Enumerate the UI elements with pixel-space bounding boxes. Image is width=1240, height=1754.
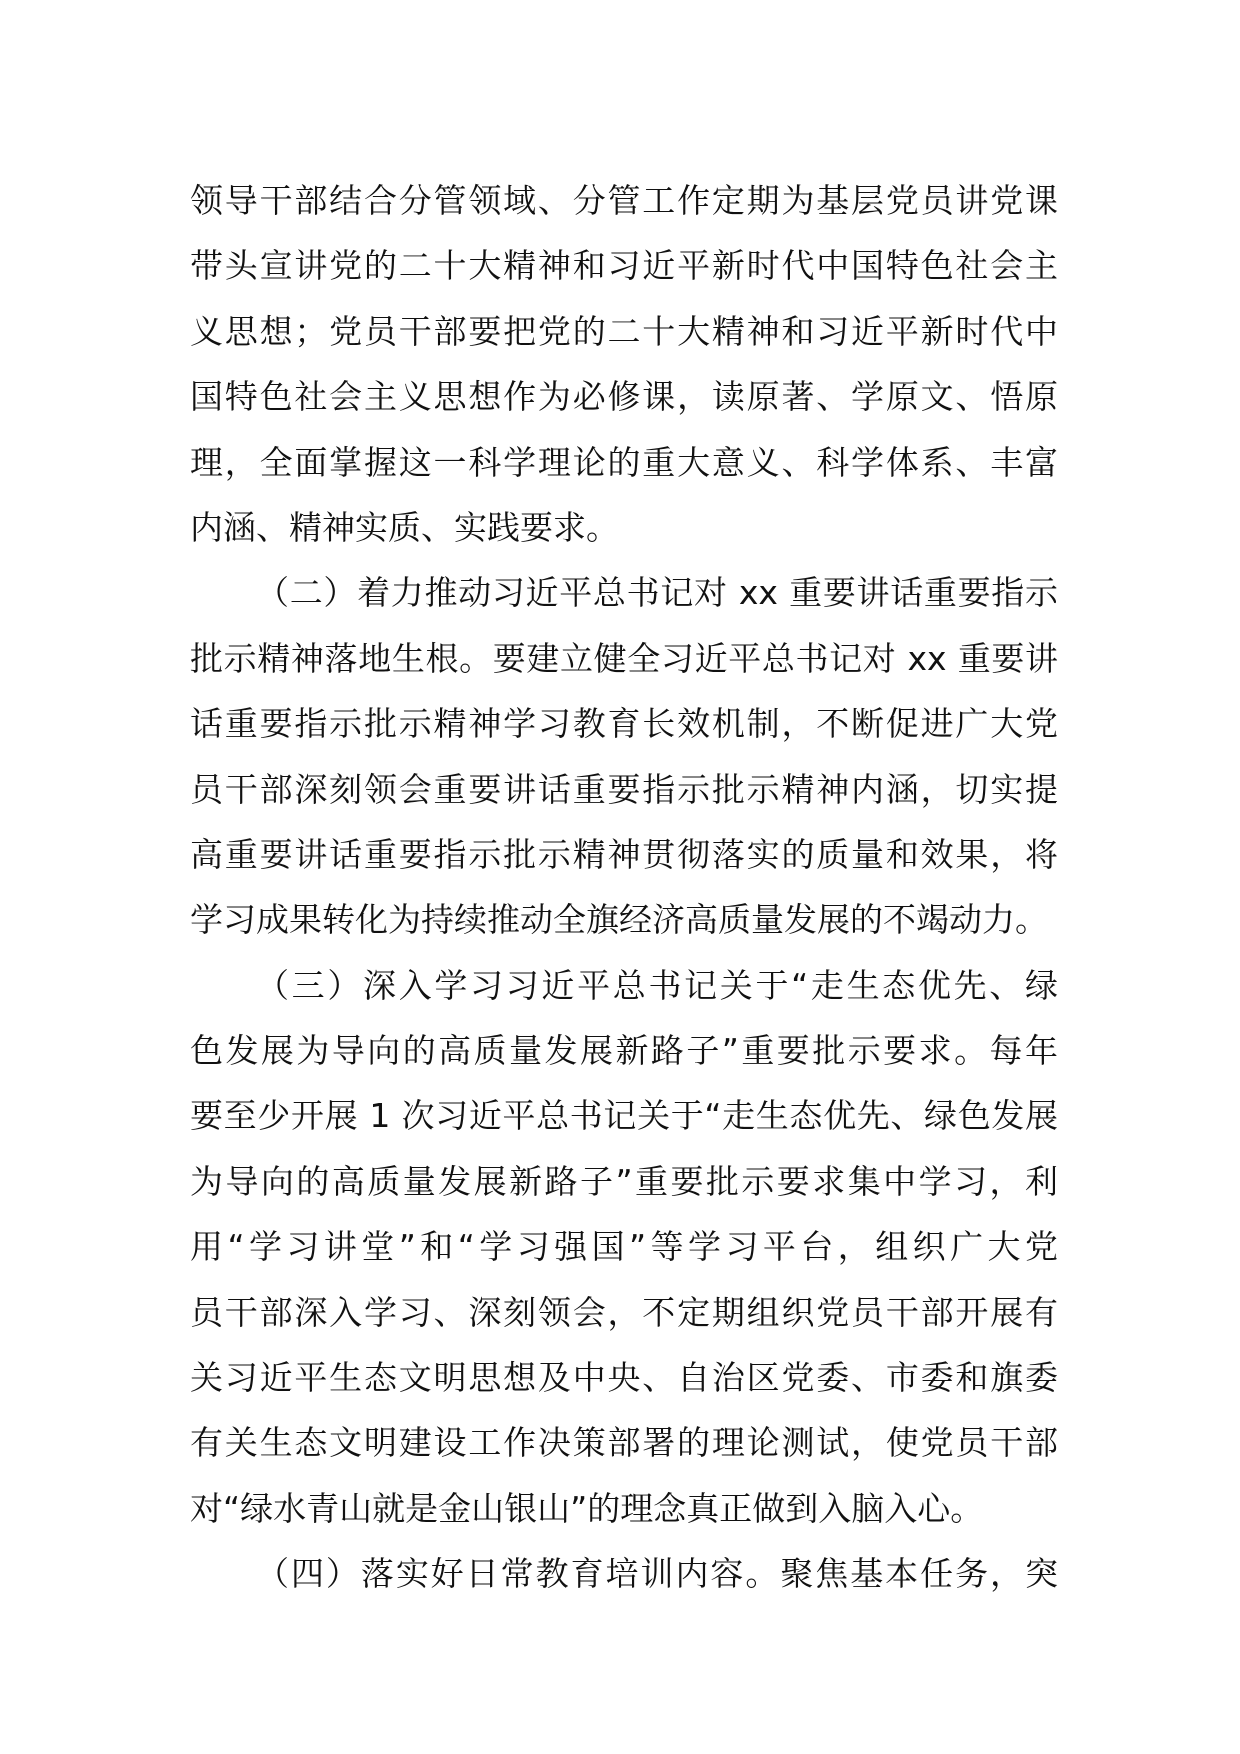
text-line: 学习成果转化为持续推动全旗经济高质量发展的不竭动力。 (190, 900, 1048, 940)
text-line: 色发展为导向的高质量发展新路子”重要批示要求。每年 (190, 1031, 1058, 1071)
text-line: 理，全面掌握这一科学理论的重大意义、科学体系、丰富 (190, 442, 1058, 482)
text-line: 内涵、精神实质、实践要求。 (190, 507, 619, 547)
text-line: 关习近平生态文明思想及中央、自治区党委、市委和旗委 (190, 1358, 1058, 1398)
text-line: 为导向的高质量发展新路子”重要批示要求集中学习，利 (190, 1161, 1058, 1201)
text-line: 用“学习讲堂”和“学习强国”等学习平台，组织广大党 (190, 1227, 1058, 1267)
section-heading-line: （三）深入学习习近平总书记关于“走生态优先、绿 (256, 965, 1058, 1005)
text-line: 员干部深入学习、深刻领会，不定期组织党员干部开展有 (190, 1292, 1058, 1332)
text-line: 话重要指示批示精神学习教育长效机制，不断促进广大党 (190, 704, 1058, 744)
text-line: 对“绿水青山就是金山银山”的理念真正做到入脑入心。 (190, 1488, 984, 1528)
text-line: 批示精神落地生根。要建立健全习近平总书记对 xx 重要讲 (190, 638, 1058, 678)
section-heading-line: （四）落实好日常教育培训内容。聚焦基本任务，突 (256, 1554, 1058, 1594)
text-line: 义思想；党员干部要把党的二十大精神和习近平新时代中 (190, 311, 1058, 351)
text-line: 领导干部结合分管领域、分管工作定期为基层党员讲党课 (190, 181, 1058, 220)
text-line: 高重要讲话重要指示批示精神贯彻落实的质量和效果，将 (190, 834, 1058, 874)
text-line: 有关生态文明建设工作决策部署的理论测试，使党员干部 (190, 1423, 1058, 1463)
section-heading-line: （二）着力推动习近平总书记对 xx 重要讲话重要指示 (256, 573, 1058, 613)
text-line: 带头宣讲党的二十大精神和习近平新时代中国特色社会主 (190, 246, 1058, 286)
text-line: 员干部深刻领会重要讲话重要指示批示精神内涵，切实提 (190, 769, 1058, 809)
body-text (190, 168, 1058, 1607)
text-line: 要至少开展 1 次习近平总书记关于“走生态优先、绿色发展 (190, 1096, 1058, 1136)
text-line: 国特色社会主义思想作为必修课，读原著、学原文、悟原 (190, 377, 1058, 417)
